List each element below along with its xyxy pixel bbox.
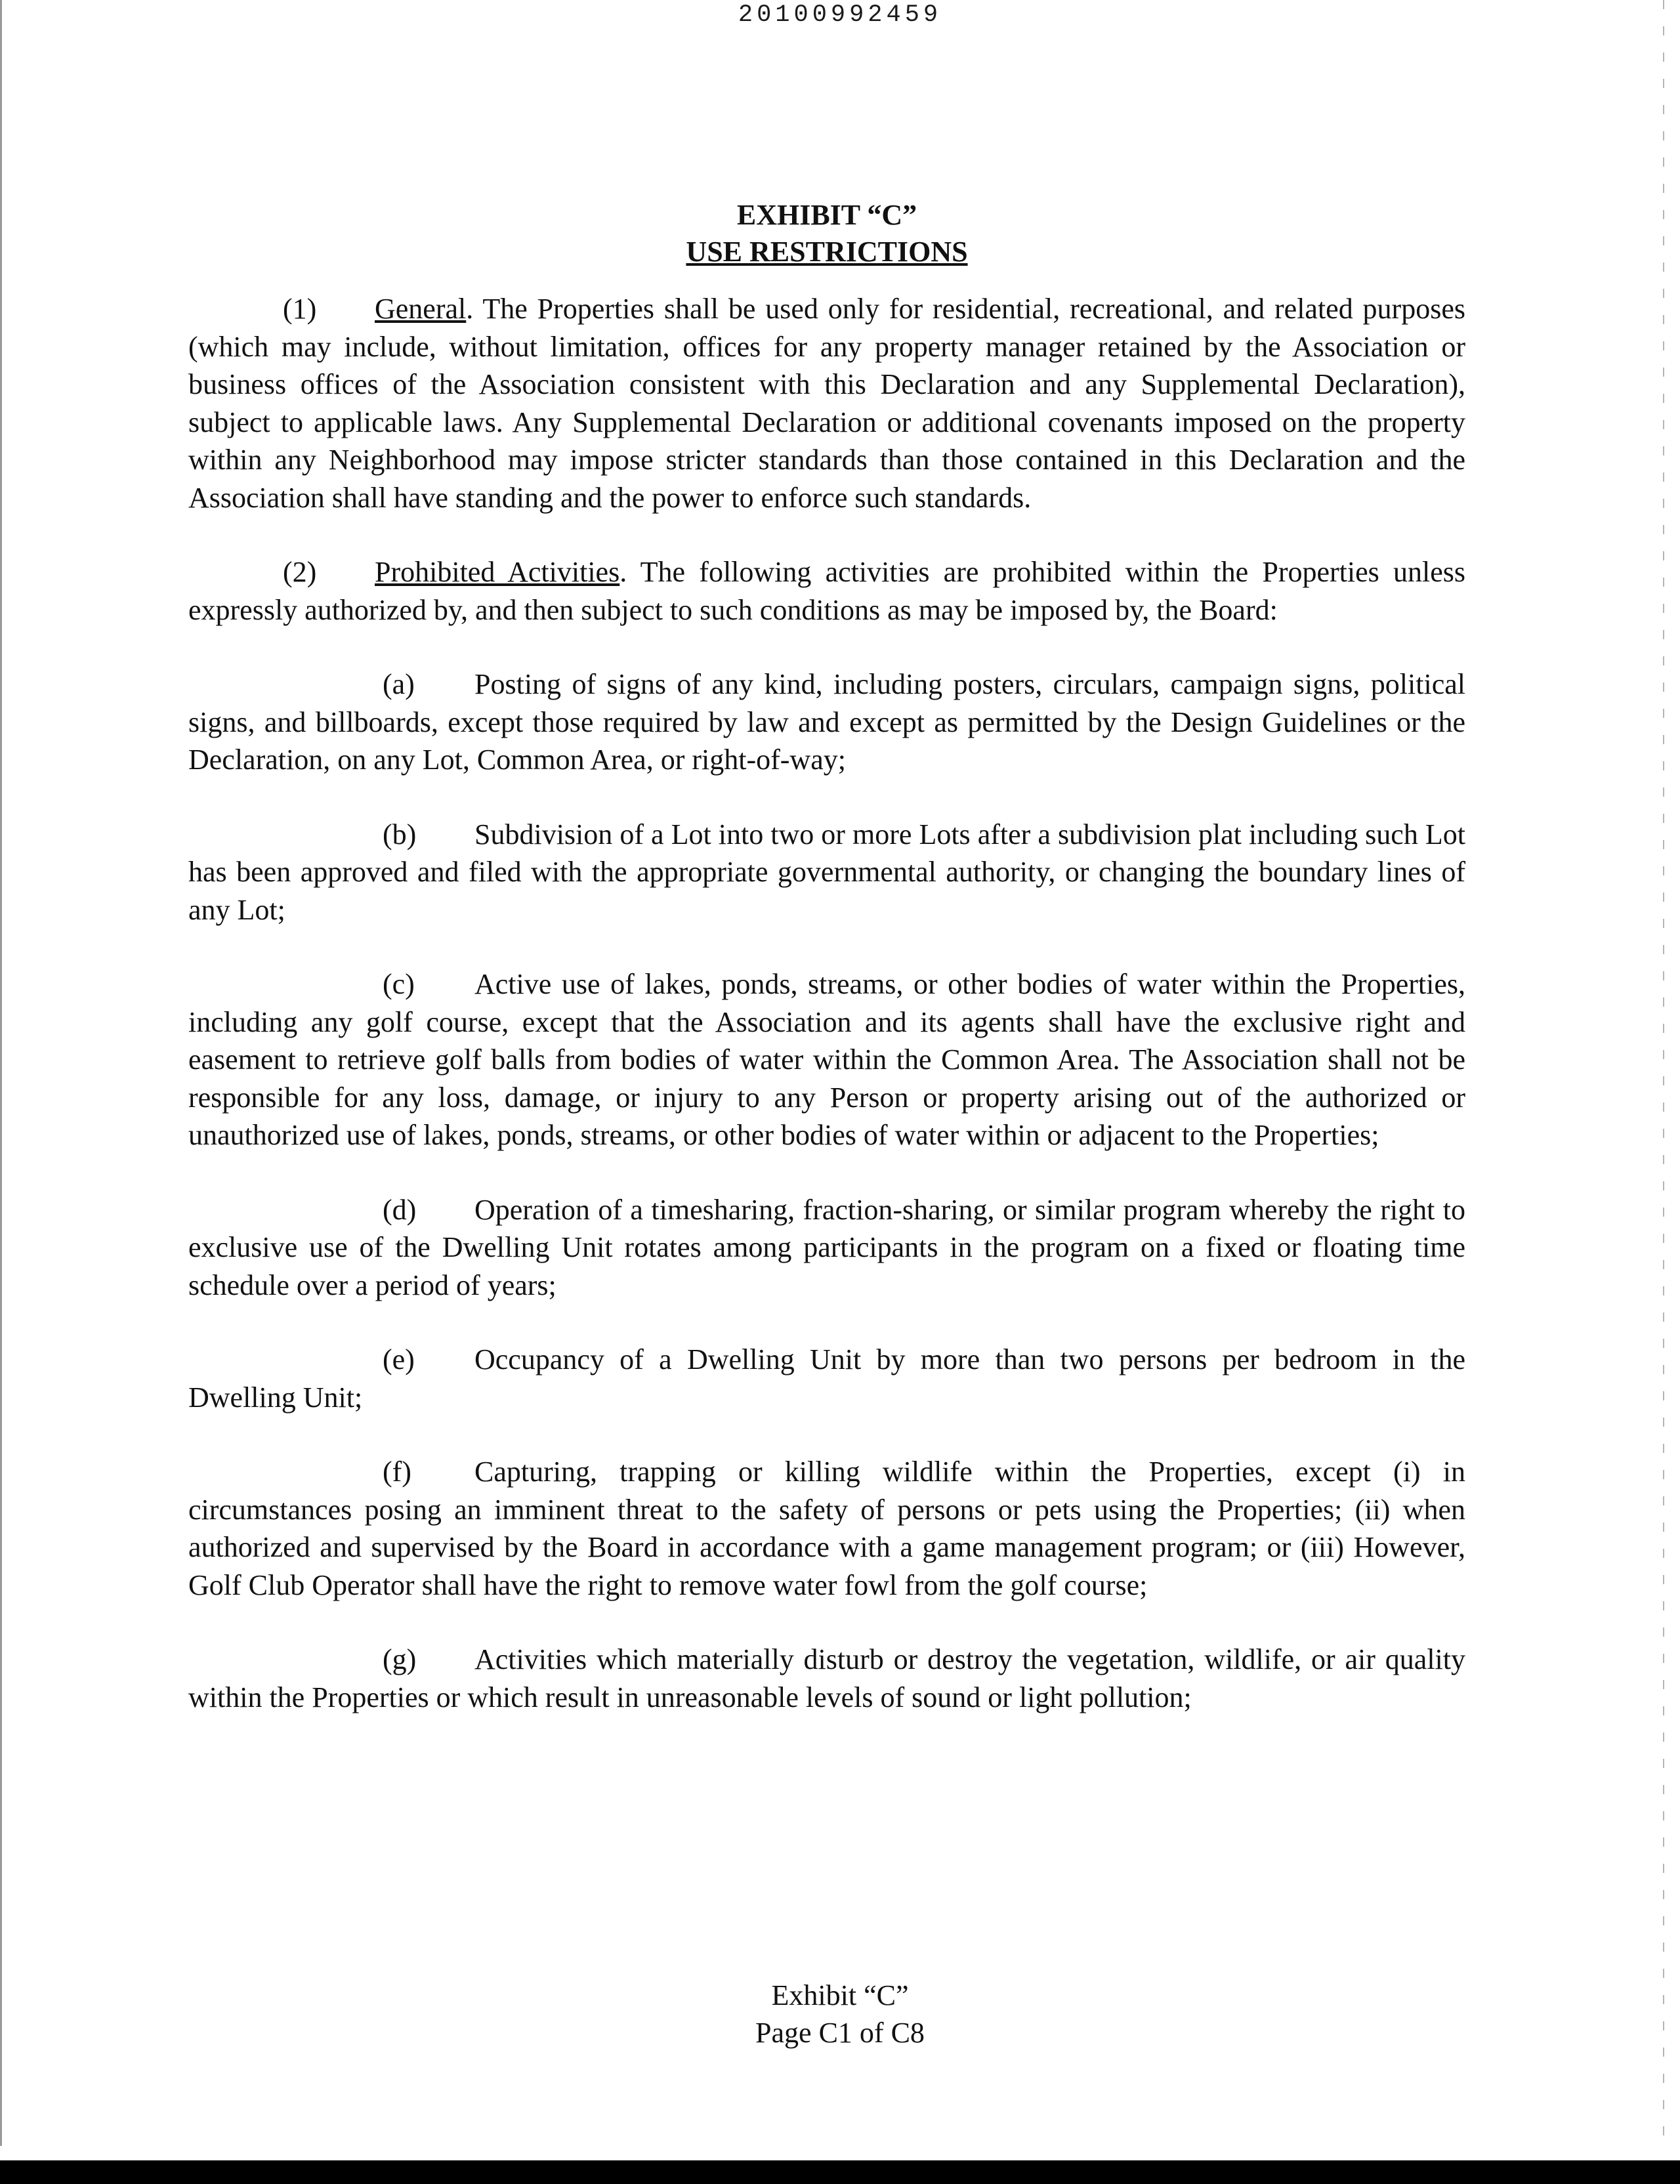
item-text: Occupancy of a Dwelling Unit by more than two persons per bedroom in the Dwelling Unit; <box>188 1343 1465 1414</box>
section-prohibited-activities <box>188 553 1465 629</box>
section-title: General <box>375 293 467 325</box>
item-label: (b) <box>383 818 417 850</box>
item-label: (e) <box>383 1343 415 1376</box>
section-number: (2) <box>283 556 317 588</box>
footer-page-number: Page C1 of C8 <box>755 2017 925 2049</box>
item-text: Active use of lakes, ponds, streams, or other bodies of water within the Properties, including any golf course, except that the Association and its agents shall have the exclusive right and easement to retrieve golf balls from bodies of water within the Common Area. The Association shall not be responsible for any loss, damage, or injury to any Person or property arising out of the authorized or unauthorized use of lakes, ponds, streams, or other bodies of water within or adjacent to the Properties; <box>188 968 1465 1151</box>
item-text: Operation of a timesharing, fraction-sharing, or similar program whereby the right to exclusive use of the Dwelling Unit rotates among participants in the program on a fixed or floating time schedule over a period of years; <box>188 1193 1465 1301</box>
item-label: (f) <box>383 1456 411 1488</box>
footer-exhibit-label: Exhibit “C” <box>771 1979 909 2011</box>
page-body <box>188 197 1465 1753</box>
document-number: 20100992459 <box>738 1 942 29</box>
section-text: . The Properties shall be used only for residential, recreational, and related purposes (which may include, without limitation, offices for any property manager retained by the Association or business offices of the Association consistent with this Declaration and any Supplemental Declaration), subject to applicable laws. Any Supplemental Declaration or additional covenants imposed on the property within any Neighborhood may impose stricter standards than those contained in this Declaration and the Association shall have standing and the power to enforce such standards. <box>188 293 1465 514</box>
item-text: Subdivision of a Lot into two or more Lots after a subdivision plat including such Lot has been approved and filed with the appropriate governmental authority, or changing the boundary lines of any Lot; <box>188 818 1465 926</box>
item-g <box>188 1641 1465 1716</box>
item-label: (g) <box>383 1643 417 1675</box>
item-text: Posting of signs of any kind, including posters, circulars, campaign signs, political signs, and billboards, except those required by law and except as permitted by the Design Guidelines or the Declaration, on any Lot, Common Area, or right-of-way; <box>188 668 1465 776</box>
section-text: . The following activities are prohibited within the Properties unless expressly authorized by, and then subject to such conditions as may be imposed by, the Board: <box>188 556 1465 626</box>
scan-left-edge <box>0 0 2 2146</box>
item-label: (c) <box>383 968 415 1000</box>
item-f <box>188 1453 1465 1604</box>
section-general <box>188 290 1465 516</box>
item-b <box>188 816 1465 929</box>
use-restrictions-heading: USE RESTRICTIONS <box>686 236 968 268</box>
item-d <box>188 1191 1465 1305</box>
item-label: (d) <box>383 1193 417 1226</box>
item-c <box>188 965 1465 1154</box>
section-number: (1) <box>283 293 317 325</box>
scan-bottom-band <box>0 2160 1680 2184</box>
item-a <box>188 665 1465 779</box>
item-label: (a) <box>383 668 415 700</box>
exhibit-title: EXHIBIT “C” <box>736 199 917 231</box>
item-text: Capturing, trapping or killing wildlife within the Properties, except (i) in circumstances posing an imminent threat to the safety of persons or pets using the Properties; (ii) when authorized and supervised by the Board in accordance with a game management program; or (iii) However, Golf Club Operator shall have the right to remove water fowl from the golf course; <box>188 1456 1465 1601</box>
item-e <box>188 1341 1465 1416</box>
section-title: Prohibited Activities <box>375 556 620 588</box>
page-footer <box>0 1977 1680 2051</box>
scan-right-edge <box>1663 0 1664 2146</box>
item-text: Activities which materially disturb or destroy the vegetation, wildlife, or air quality within the Properties or which result in unreasonable levels of sound or light pollution; <box>188 1643 1465 1713</box>
